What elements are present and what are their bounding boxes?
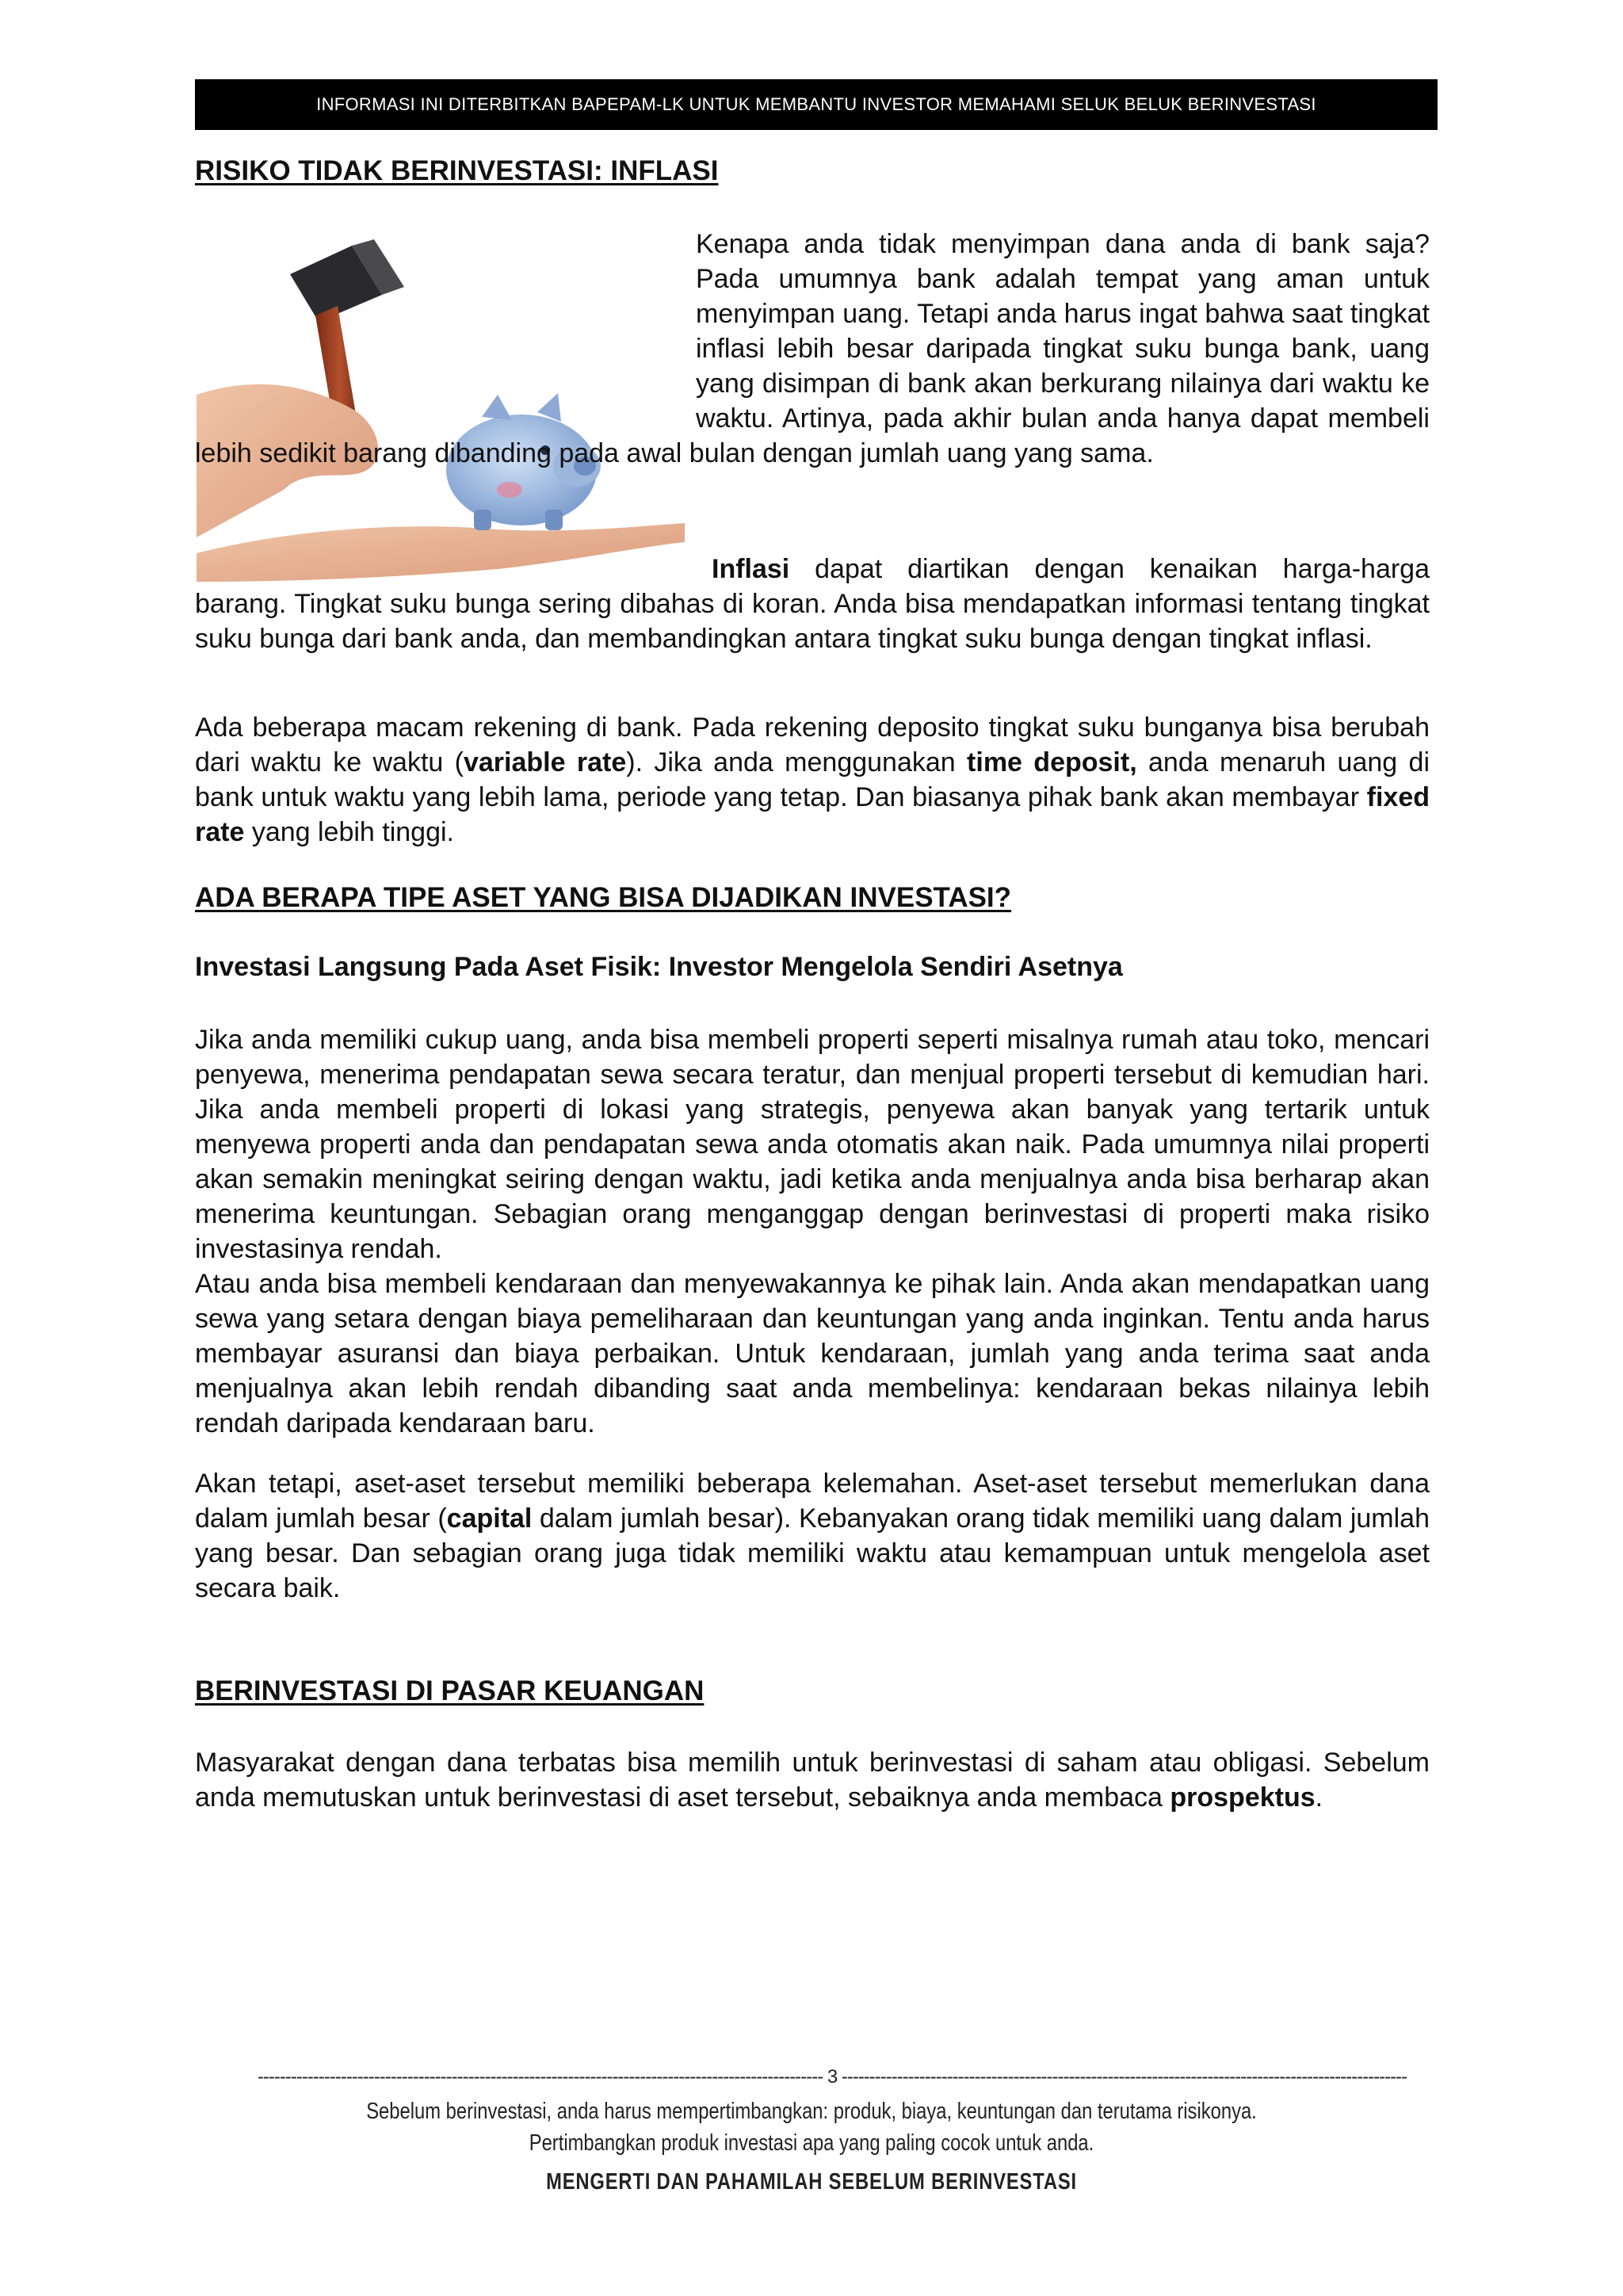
deposit-text-1: Ada beberapa macam rekening di bank. Pada rekening deposito tingkat suku bunganya bisa berubah dari waktu ke waktu ( xyxy=(195,712,1430,777)
footer-slogan: MENGERTI DAN PAHAMILAH SEBELUM BERINVESTASI xyxy=(546,2169,1077,2195)
deposit-text-3: anda menaruh uang di bank untuk waktu yang lebih lama, periode yang tetap. Dan biasanya pihak bank akan membayar xyxy=(195,747,1430,812)
weakness-text-2: dalam jumlah besar). Kebanyakan orang tidak memiliki uang dalam jumlah yang besar. Dan sebagian orang juga tidak memiliki waktu atau kemampuan untuk mengelola aset secara baik. xyxy=(195,1503,1430,1603)
vehicle-paragraph: Atau anda bisa membeli kendaraan dan menyewakannya ke pihak lain. Anda akan mendapatkan uang sewa yang setara dengan biaya pemeliharaan dan keuntungan yang anda inginkan. Tentu anda harus membayar asuransi dan biaya perbaikan. Untuk kendaraan, jumlah yang anda terima saat anda menjualnya akan lebih rendah dibanding saat anda membelinya: kendaraan bekas nilainya lebih rendah daripada kendaraan baru. xyxy=(195,1269,1430,1438)
footer-dashes-left: ------------------------------------------------------------------------------------------------------ xyxy=(257,2066,827,2088)
time-deposit-term: time deposit, xyxy=(967,747,1137,777)
deposit-text-2: ). Jika anda menggunakan xyxy=(626,747,968,777)
section-title-asset-types: ADA BERAPA TIPE ASET YANG BISA DIJADIKAN INVESTASI? xyxy=(195,882,1012,913)
inflation-text-block xyxy=(195,227,1430,471)
deposit-text-4: yang lebih tinggi. xyxy=(244,817,455,847)
deposit-paragraph xyxy=(195,710,1430,850)
footer-page-number-rule xyxy=(238,2066,1426,2088)
section-title-financial-market: BERINVESTASI DI PASAR KEUANGAN xyxy=(195,1675,705,1706)
header-banner: INFORMASI INI DITERBITKAN BAPEPAM-LK UNTUK MEMBANTU INVESTOR MEMAHAMI SELUK BELUK BERINVESTASI xyxy=(195,79,1438,130)
inflation-intro-paragraph: Kenapa anda tidak menyimpan dana anda di bank saja? Pada umumnya bank adalah tempat yang aman untuk menyimpan uang. Tetapi anda harus ingat bahwa saat tingkat inflasi lebih besar daripada tingkat suku bunga bank, uang yang disimpan di bank akan berkurang nilainya dari waktu ke waktu. Artinya, pada akhir bulan anda hanya dapat membeli lebih sedikit barang dibanding pada awal bulan dengan jumlah uang yang sama. xyxy=(195,229,1430,468)
inflation-definition-paragraph xyxy=(195,552,1430,656)
fixed-rate-term: fixed rate xyxy=(195,782,1430,847)
page-number: 3 xyxy=(827,2066,838,2088)
subsection-title-physical-assets: Investasi Langsung Pada Aset Fisik: Investor Mengelola Sendiri Asetnya xyxy=(195,952,1123,982)
section-title-inflation: RISIKO TIDAK BERINVESTASI: INFLASI xyxy=(195,155,719,186)
footer-advice-line-1: Sebelum berinvestasi, anda harus mempertimbangkan: produk, biaya, keuntungan dan terutama risikonya. xyxy=(366,2099,1257,2124)
weakness-paragraph xyxy=(195,1466,1430,1606)
inflation-definition-text: dapat diartikan dengan kenaikan harga-harga barang. Tingkat suku bunga sering dibahas di koran. Anda bisa mendapatkan informasi tentang tingkat suku bunga dari bank anda, dan membandingkan antara tingkat suku bunga dengan tingkat inflasi. xyxy=(195,554,1430,654)
inflation-term: Inflasi xyxy=(712,554,790,584)
financial-market-text-2: . xyxy=(1315,1782,1323,1813)
capital-term: capital xyxy=(446,1503,533,1534)
prospectus-term: prospektus xyxy=(1170,1782,1316,1813)
variable-rate-term: variable rate xyxy=(463,747,627,777)
image-placeholder xyxy=(195,227,696,425)
footer-advice-line-2: Pertimbangkan produk investasi apa yang paling cocok untuk anda. xyxy=(529,2130,1094,2156)
footer-dashes-right: ------------------------------------------------------------------------------------------------------ xyxy=(837,2066,1407,2088)
financial-market-paragraph xyxy=(195,1745,1430,1815)
property-paragraph: Jika anda memiliki cukup uang, anda bisa membeli properti seperti misalnya rumah atau toko, mencari penyewa, menerima pendapatan sewa secara teratur, dan menjual properti tersebut di kemudian hari. Jika anda membeli properti di lokasi yang strategis, penyewa akan banyak yang tertarik untuk menyewa properti anda dan pendapatan sewa anda otomatis akan naik. Pada umumnya nilai properti akan semakin meningkat seiring dengan waktu, jadi ketika anda menjualnya anda bisa berharap akan menerima keuntungan. Sebagian orang menganggap dengan berinvestasi di properti maka risiko investasinya rendah. xyxy=(195,1025,1430,1264)
weakness-text-1: Akan tetapi, aset-aset tersebut memiliki beberapa kelemahan. Aset-aset tersebut memerlukan dana dalam jumlah besar ( xyxy=(195,1469,1430,1534)
financial-market-text-1: Masyarakat dengan dana terbatas bisa memilih untuk berinvestasi di saham atau obligasi. Sebelum anda memutuskan untuk berinvestasi di aset tersebut, sebaiknya anda membaca xyxy=(195,1748,1430,1813)
